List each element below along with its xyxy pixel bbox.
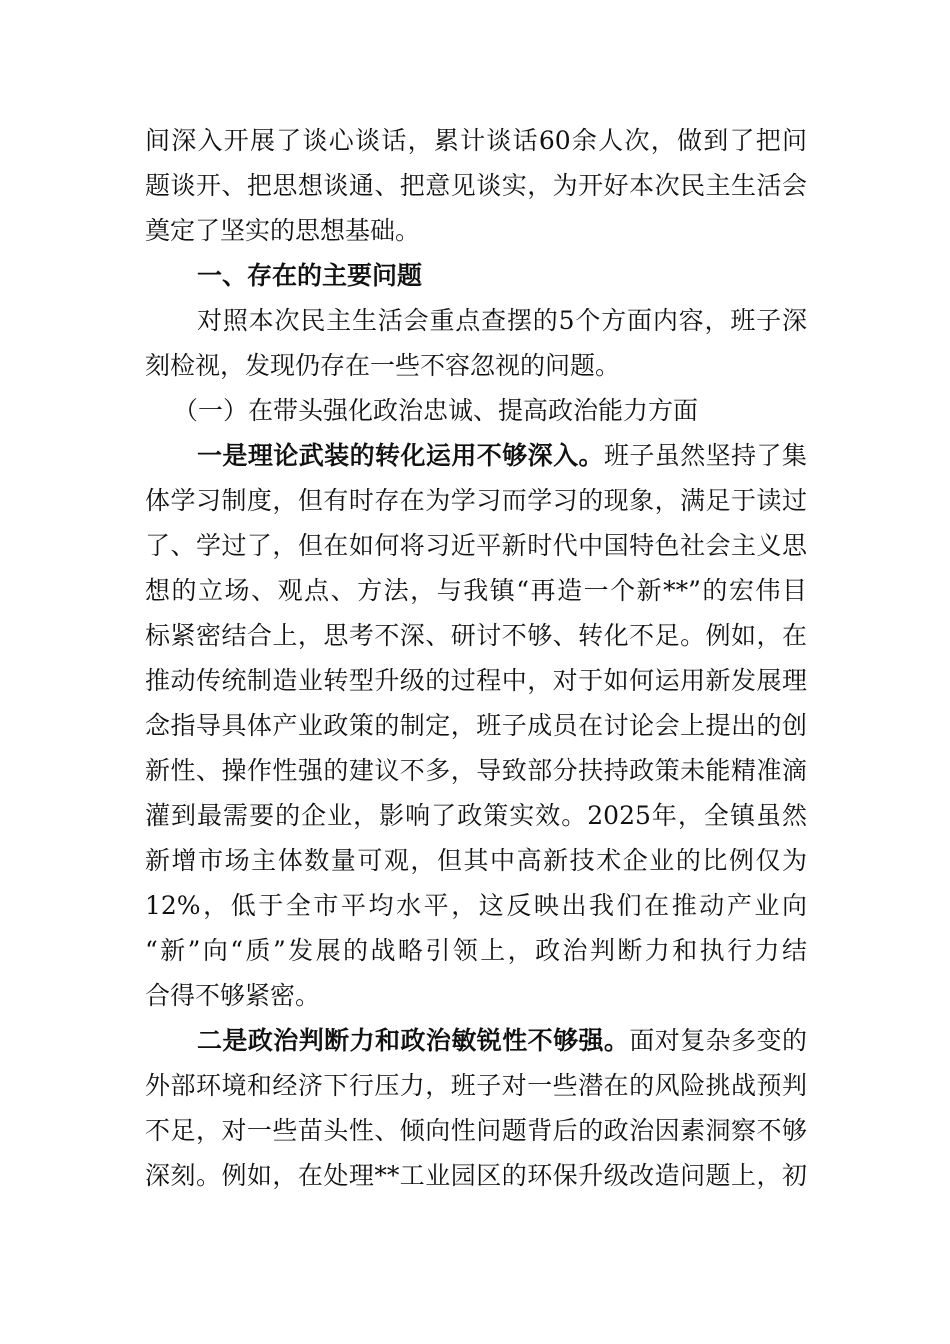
section-heading: 一、存在的主要问题 (197, 261, 423, 290)
text-line: 间深入开展了谈心谈话，累计谈话60余人次，做到了把问 (145, 126, 807, 155)
text-line: “新”向“质”发展的战略引领上，政治判断力和执行力结 (145, 936, 807, 965)
text-line: 念指导具体产业政策的制定，班子成员在讨论会上提出的创 (145, 711, 807, 740)
text-line: 不足，对一些苗头性、倾向性问题背后的政治因素洞察不够 (145, 1116, 807, 1145)
text-line (145, 433, 807, 478)
text-span: 面对复杂多变的 (629, 1026, 807, 1055)
text-line: 合得不够紧密。 (145, 981, 321, 1010)
text-line: 想的立场、观点、方法，与我镇“再造一个新**”的宏伟目 (145, 576, 807, 605)
text-line: 体学习制度，但有时存在为学习而学习的现象，满足于读过 (145, 486, 807, 515)
text-line: 刻检视，发现仍存在一些不容忽视的问题。 (145, 351, 621, 380)
subsection-heading: （一）在带头强化政治忠诚、提高政治能力方面 (173, 396, 699, 425)
text-line: 对照本次民主生活会重点查摆的5个方面内容，班子深 (197, 306, 807, 335)
text-line: 推动传统制造业转型升级的过程中，对于如何运用新发展理 (145, 666, 807, 695)
text-line: 新增市场主体数量可观，但其中高新技术企业的比例仅为 (145, 846, 807, 875)
text-line: 12%，低于全市平均水平，这反映出我们在推动产业向 (145, 891, 807, 920)
text-line: 深刻。例如，在处理**工业园区的环保升级改造问题上，初 (145, 1161, 807, 1190)
text-line: 灌到最需要的企业，影响了政策实效。2025年，全镇虽然 (145, 801, 807, 830)
text-line: 外部环境和经济下行压力，班子对一些潜在的风险挑战预判 (145, 1071, 807, 1100)
text-line: 奠定了坚实的思想基础。 (145, 216, 421, 245)
text-line: 题谈开、把思想谈通、把意见谈实，为开好本次民主生活会 (145, 171, 807, 200)
paragraph-intro (145, 118, 807, 253)
paragraph-overview (145, 298, 807, 388)
bold-lead: 二是政治判断力和政治敏锐性不够强。 (197, 1026, 630, 1055)
text-span: 班子虽然坚持了集 (603, 441, 807, 470)
text-line (145, 1018, 807, 1063)
text-line: 了、学过了，但在如何将习近平新时代中国特色社会主义思 (145, 531, 807, 560)
text-line: 新性、操作性强的建议不多，导致部分扶持政策未能精准滴 (145, 756, 807, 785)
text-line: 标紧密结合上，思考不深、研讨不够、转化不足。例如，在 (145, 621, 807, 650)
bold-lead: 一是理论武装的转化运用不够深入。 (197, 441, 604, 470)
paragraph-point-one (145, 433, 807, 1018)
paragraph-point-two (145, 1018, 807, 1198)
document-page (145, 118, 807, 1198)
